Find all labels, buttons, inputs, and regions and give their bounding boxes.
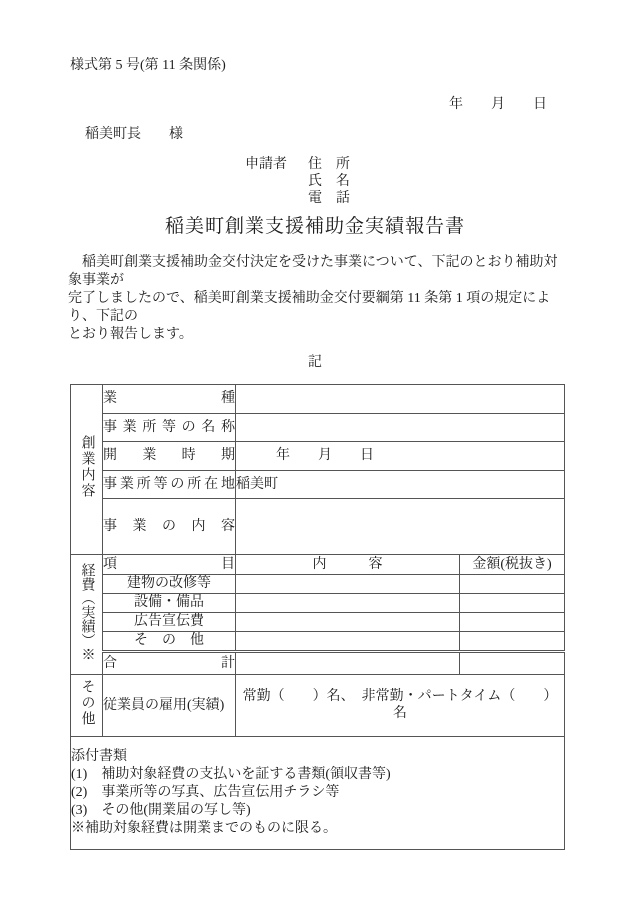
applicant-label: 申請者 [245, 156, 287, 172]
row-label-opening-date: 開業時期 [103, 441, 236, 470]
section-other-header [71, 674, 103, 736]
expense-label-other: そ の 他 [103, 631, 236, 651]
attachments-note: ※補助対象経費は開業までのものに限る。 [71, 820, 337, 836]
document-title: 稲美町創業支援補助金実績報告書 [164, 215, 465, 237]
table-row [71, 674, 565, 736]
row-value-employment: 常勤（ ）名、 非常勤・パートタイム（ ）名 [236, 674, 565, 736]
expenses-header-amount: 金額(税抜き) [460, 554, 565, 574]
table-row [71, 593, 565, 612]
section-startup-header [71, 384, 103, 554]
expense-content-total [236, 651, 460, 674]
body-line: 完了しましたので、稲美町創業支援補助金交付要綱第 11 条第 1 項の規定により、下記の [68, 291, 551, 325]
expense-label-equipment: 設備・備品 [103, 593, 236, 612]
expense-amount-advertising [460, 612, 565, 631]
row-value-opening-date: 年 月 日 [236, 441, 565, 470]
row-label-business-name: 事業所等の名称 [103, 413, 236, 441]
expense-label-total: 合計 [103, 651, 236, 674]
expense-amount-other [460, 631, 565, 651]
table-row [71, 384, 565, 413]
expense-amount-renovation [460, 574, 565, 593]
row-value-business-name [236, 413, 565, 441]
applicant-field-address: 住 所 [308, 156, 350, 172]
expense-amount-equipment [460, 593, 565, 612]
applicant-field-phone: 電 話 [308, 190, 350, 206]
expense-label-renovation: 建物の改修等 [103, 574, 236, 593]
applicant-fields [308, 156, 350, 207]
section-expenses-header [71, 554, 103, 674]
attachment-item-2: (2) 事業所等の写真、広告宣伝用チラシ等 [71, 784, 340, 800]
expense-content-advertising [236, 612, 460, 631]
report-table [70, 384, 565, 850]
body-line: 稲美町創業支援補助金交付決定を受けた事業について、下記のとおり補助対象事業が [68, 255, 558, 289]
expense-label-advertising: 広告宣伝費 [103, 612, 236, 631]
applicant-field-name: 氏 名 [308, 173, 350, 189]
row-label-industry: 業種 [103, 384, 236, 413]
table-row [71, 470, 565, 498]
expense-content-equipment [236, 593, 460, 612]
attachments-title: 添付書類 [71, 748, 127, 764]
table-row [71, 554, 565, 574]
table-row [71, 736, 565, 849]
table-row [71, 612, 565, 631]
form-number: 様式第 5 号(第 11 条関係) [70, 58, 226, 73]
row-value-business-location: 稲美町 [236, 470, 565, 498]
expense-content-renovation [236, 574, 460, 593]
row-label-business-description: 事業の内容 [103, 498, 236, 554]
table-row [71, 631, 565, 651]
addressee: 稲美町長 様 [85, 127, 183, 142]
date-line: 年 月 日 [449, 96, 547, 112]
table-row [71, 498, 565, 554]
row-value-industry [236, 384, 565, 413]
section-expenses-label: 経費（実績）※ [79, 562, 95, 661]
row-value-business-description [236, 498, 565, 554]
table-row [71, 574, 565, 593]
body-line: とおり報告します。 [68, 327, 193, 343]
expense-content-other [236, 631, 460, 651]
expenses-header-content: 内 容 [236, 554, 460, 574]
section-startup-label: 創業内容 [79, 434, 95, 499]
attachment-item-1: (1) 補助対象経費の支払いを証する書類(領収書等) [71, 766, 391, 782]
attachment-item-3: (3) その他(開業届の写し等) [71, 802, 251, 818]
applicant-block [245, 156, 630, 207]
attachments-block [71, 736, 565, 849]
row-label-employment: 従業員の雇用(実績) [103, 674, 236, 736]
table-row [71, 413, 565, 441]
section-other-label: その他 [79, 678, 95, 727]
table-row [71, 441, 565, 470]
body-paragraph [68, 254, 562, 344]
expense-amount-total [460, 651, 565, 674]
ki-marker: 記 [308, 355, 322, 371]
expenses-header-item: 項目 [103, 554, 236, 574]
table-row-total [71, 651, 565, 674]
row-label-business-location: 事業所等の所在地 [103, 470, 236, 498]
